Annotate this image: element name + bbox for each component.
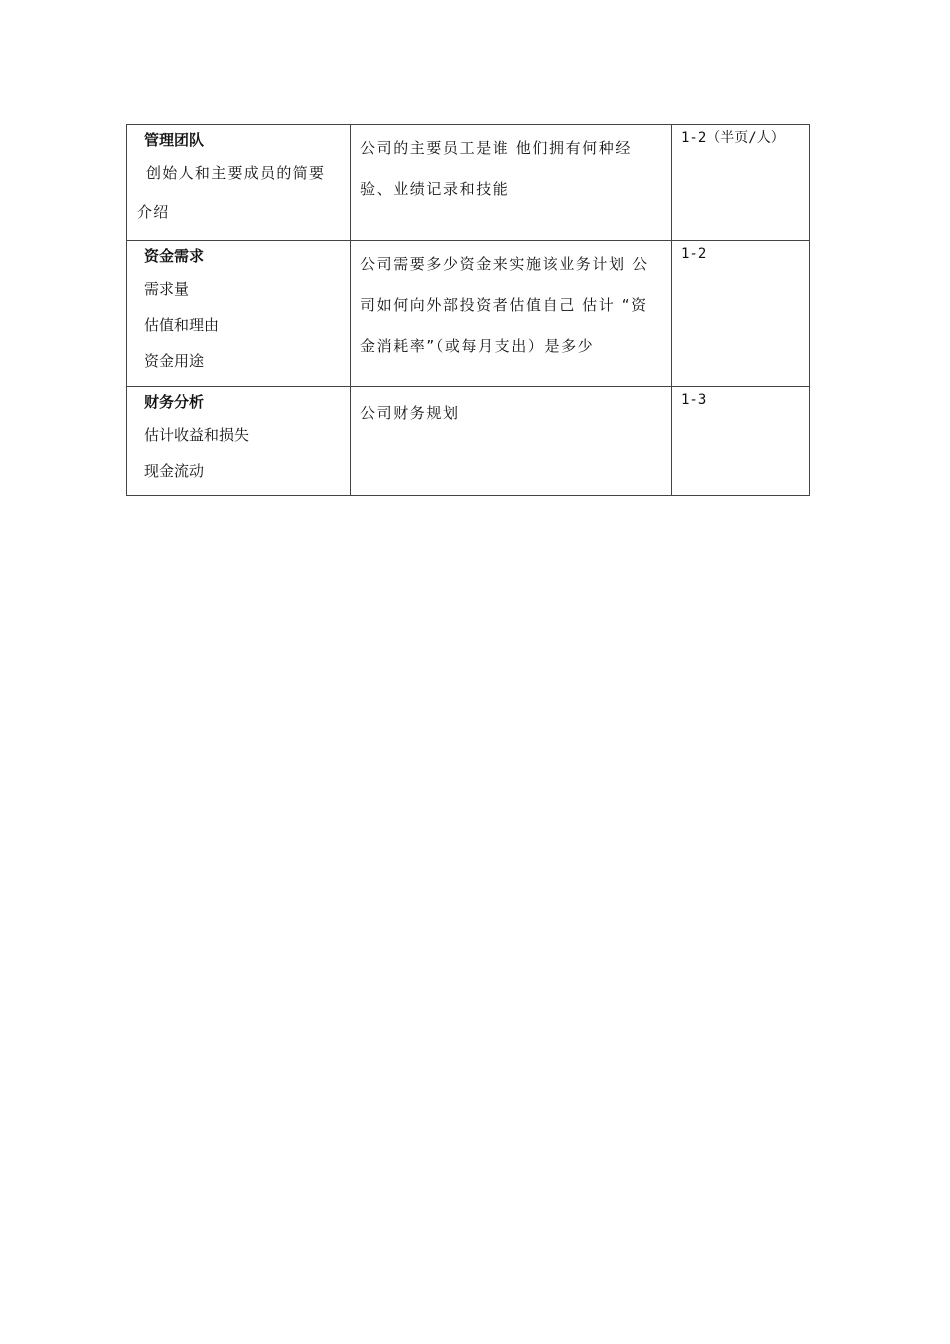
table-row-financial-analysis [127, 387, 810, 496]
section-cell [127, 241, 351, 387]
section-item: 需求量 [144, 280, 190, 298]
section-item: 估计收益和损失 [144, 426, 250, 444]
description-line: 验、业绩记录和技能 [360, 180, 510, 198]
section-title: 财务分析 [144, 393, 205, 411]
pages-cell [672, 241, 810, 387]
section-item: 资金用途 [144, 352, 205, 370]
description-line: 公司的主要员工是谁 他们拥有何种经 [360, 139, 632, 157]
section-item: 介绍 [137, 203, 170, 221]
page-count: 1-2 [681, 246, 707, 262]
section-item: 创始人和主要成员的简要 [146, 164, 326, 182]
description-line: 公司需要多少资金来实施该业务计划 公 [360, 255, 649, 273]
description-line: 金消耗率”（或每月支出）是多少 [360, 337, 595, 355]
page-count: 1-3 [681, 392, 707, 408]
table-row-management-team [127, 125, 810, 241]
pages-cell [672, 125, 810, 241]
section-title: 管理团队 [144, 131, 205, 149]
section-cell [127, 125, 351, 241]
section-title: 资金需求 [144, 247, 205, 265]
description-line: 公司财务规划 [360, 404, 460, 422]
section-item: 估值和理由 [144, 316, 220, 334]
business-plan-table [126, 124, 810, 496]
table-row-funding-needs [127, 241, 810, 387]
pages-cell [672, 387, 810, 496]
description-cell [351, 387, 672, 496]
section-item: 现金流动 [144, 462, 205, 480]
section-cell [127, 387, 351, 496]
description-cell [351, 125, 672, 241]
page-count: 1-2（半页/人） [681, 130, 785, 146]
description-line: 司如何向外部投资者估值自己 估计 “资 [360, 296, 648, 314]
description-cell [351, 241, 672, 387]
